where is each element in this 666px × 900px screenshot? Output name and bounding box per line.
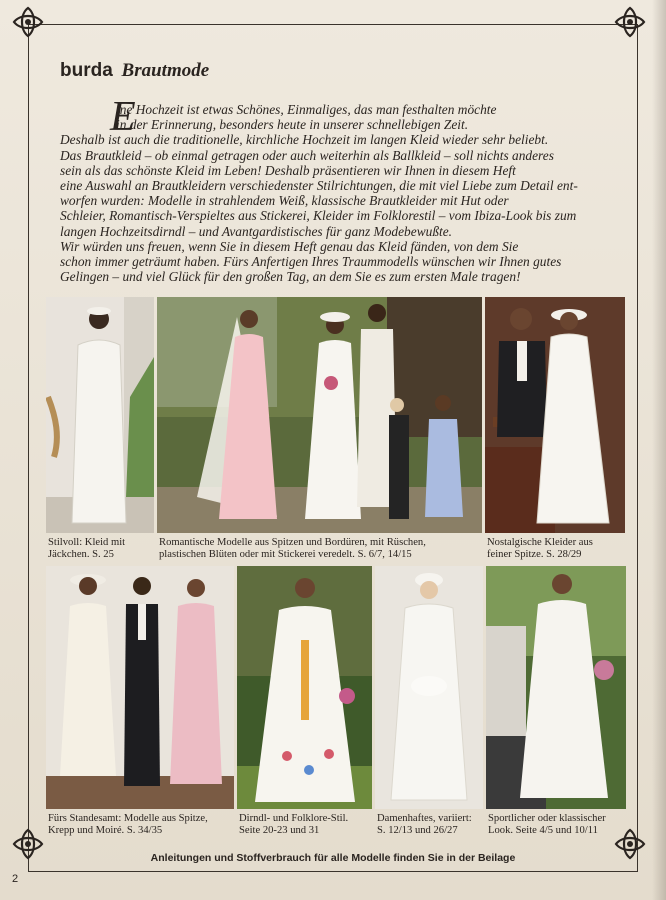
intro-line: in der Erinnerung, besonders heute in unserer schnellebigen Zeit. xyxy=(116,117,469,133)
caption-line: Stilvoll: Kleid mit xyxy=(48,537,126,548)
caption-damenhaftes xyxy=(377,813,472,837)
caption-sportlicher-look xyxy=(488,813,606,837)
page-header xyxy=(60,60,209,82)
brand-logo: burda xyxy=(60,60,113,81)
caption-romantische-modelle xyxy=(159,537,426,561)
page-number: 2 xyxy=(12,873,19,885)
intro-line: eine Auswahl an Brautkleidern verschiedenster Stilrichtungen, die mit viel Liebe zum Detail ent- xyxy=(60,178,578,194)
caption-dirndl-folklore xyxy=(239,813,348,837)
caption-line: Nostalgische Kleider aus xyxy=(487,537,593,548)
photo-dirndl-folklore xyxy=(237,566,372,809)
intro-line: Gelingen – und viel Glück für den großen Tag, an dem Sie es zum ersten Male tragen! xyxy=(60,269,521,285)
intro-line: Schleier, Romantisch-Verspieltes aus Stickerei, Kleider im Folklorestil – vom Ibiza-Look bis zum xyxy=(60,208,577,224)
page-edge-shadow xyxy=(652,0,666,900)
caption-line: Seite 20-23 und 31 xyxy=(239,825,320,836)
caption-line: plastischen Blüten oder mit Stickerei veredelt. S. 6/7, 14/15 xyxy=(159,549,412,560)
caption-line: feiner Spitze. S. 28/29 xyxy=(487,549,582,560)
footer-note: Anleitungen und Stoffverbrauch für alle Modelle finden Sie in der Beilage xyxy=(150,852,516,864)
photo-standesamt xyxy=(46,566,234,809)
caption-line: Romantische Modelle aus Spitzen und Bordüren, mit Rüschen, xyxy=(159,537,426,548)
photo-sportlicher-look xyxy=(486,566,626,809)
intro-line: ine Hochzeit ist etwas Schönes, Einmaliges, das man festhalten möchte xyxy=(116,102,497,117)
photo-romantische-modelle xyxy=(157,297,482,533)
intro-line: Deshalb ist auch die traditionelle, kirchliche Hochzeit im langen Kleid wieder sehr beliebt. xyxy=(60,132,549,148)
caption-line: Dirndl- und Folklore-Stil. xyxy=(239,813,349,824)
caption-line: Jäckchen. S. 25 xyxy=(48,549,114,560)
caption-line: Krepp und Moiré. S. 34/35 xyxy=(48,825,163,836)
intro-text xyxy=(60,102,610,284)
photo-stilvoll xyxy=(46,297,154,533)
intro-line: schon immer geträumt haben. Fürs Anfertigen Ihres Traummodells wünschen wir Ihnen gutes xyxy=(60,254,562,270)
caption-stilvoll xyxy=(48,537,125,561)
photo-damenhaftes xyxy=(375,566,483,809)
intro-line: worfen wurden: Modelle in strahlendem Weiß, klassische Brautkleider mit Hut oder xyxy=(60,193,509,209)
caption-line: Fürs Standesamt: Modelle aus Spitze, xyxy=(48,813,208,824)
caption-line: Look. Seite 4/5 und 10/11 xyxy=(488,825,598,836)
caption-line: Sportlicher oder klassischer xyxy=(488,813,606,824)
intro-line: sein als das schönste Kleid im Leben! Deshalb präsentieren wir Ihnen in diesem Heft xyxy=(60,162,516,178)
caption-line: S. 12/13 und 26/27 xyxy=(377,825,458,836)
intro-line: Wir würden uns freuen, wenn Sie in diesem Heft genau das Kleid fänden, von dem Sie xyxy=(60,238,519,254)
corner-ornament-top-left xyxy=(10,4,46,40)
intro-dropcap: E xyxy=(110,94,136,140)
intro-line: langen Hochzeitsdirndl – und Avantgardistisches für ganz Modebewußte. xyxy=(60,223,453,239)
section-title: Brautmode xyxy=(121,60,210,81)
caption-nostalgische-kleider xyxy=(487,537,593,561)
intro-line: Das Brautkleid – ob einmal getragen oder auch weiterhin als Ballkleid – soll nichts anderes xyxy=(60,147,554,163)
corner-ornament-top-right xyxy=(612,4,648,40)
photo-nostalgische-kleider xyxy=(485,297,625,533)
caption-line: Damenhaftes, variiert: xyxy=(377,813,472,824)
caption-standesamt xyxy=(48,813,208,837)
